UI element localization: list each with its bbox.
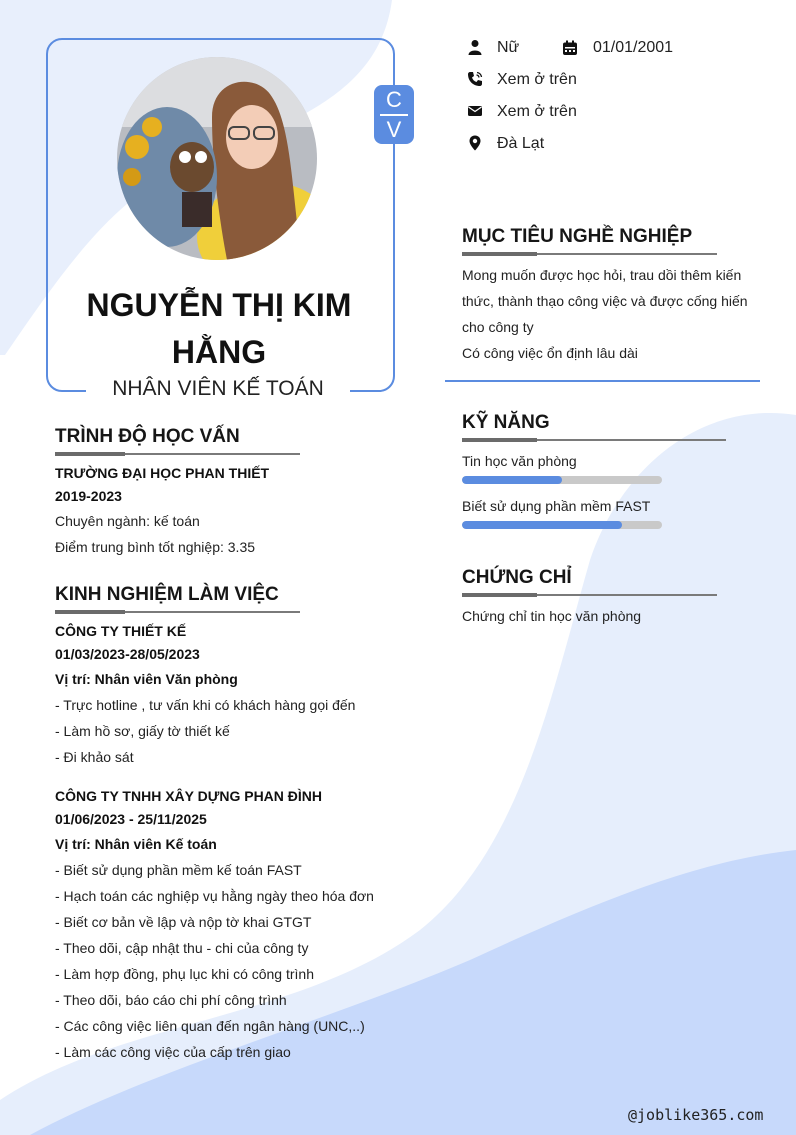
objective-title: MỤC TIÊU NGHỀ NGHIỆP	[462, 226, 693, 247]
cv-badge-v: V	[386, 116, 402, 142]
education-school: TRƯỜNG ĐẠI HỌC PHAN THIẾT	[55, 465, 270, 481]
email-value: Xem ở trên	[497, 103, 577, 120]
skill-bar-2	[462, 521, 662, 529]
skills-title: KỸ NĂNG	[462, 412, 550, 433]
job-1-task-2: - Làm hồ sơ, giấy tờ thiết kế	[55, 723, 230, 739]
skill-bar-1-fill	[462, 476, 562, 484]
skills-underline	[462, 439, 726, 441]
objective-line-4: Có công việc ổn định lâu dài	[462, 345, 638, 361]
phone-value: Xem ở trên	[497, 71, 577, 88]
skill-label-1: Tin học văn phòng	[462, 453, 577, 469]
job-2-task-1: - Biết sử dụng phần mềm kế toán FAST	[55, 862, 302, 878]
objective-underline	[462, 253, 717, 255]
job-1-task-1: - Trực hotline , tư vấn khi có khách hàng gọi đến	[55, 697, 356, 713]
education-major: Chuyên ngành: kế toán	[55, 513, 200, 529]
objective-line-3: cho công ty	[462, 319, 534, 335]
job-1-task-3: - Đi khảo sát	[55, 749, 134, 765]
skill-bar-2-fill	[462, 521, 622, 529]
certificate-item-1: Chứng chỉ tin học văn phòng	[462, 608, 642, 624]
birthday-value: 01/01/2001	[593, 39, 674, 56]
certificates-title: CHỨNG CHỈ	[462, 567, 572, 588]
email-icon	[467, 103, 483, 119]
experience-title: KINH NGHIỆM LÀM VIỆC	[55, 584, 279, 605]
job-1-position: Vị trí: Nhân viên Văn phòng	[55, 671, 238, 687]
certificates-underline	[462, 594, 717, 596]
education-underline	[55, 453, 300, 455]
cv-badge	[374, 85, 414, 144]
job-2-task-7: - Các công việc liên quan đến ngân hàng (UNC,..)	[55, 1018, 365, 1034]
user-icon	[467, 39, 483, 55]
experience-underline	[55, 611, 300, 613]
job-2-task-2: - Hạch toán các nghiệp vụ hằng ngày theo hóa đơn	[55, 888, 374, 904]
education-gpa: Điểm trung bình tốt nghiệp: 3.35	[55, 539, 256, 555]
cv-badge-divider	[380, 114, 408, 116]
job-1-company: CÔNG TY THIẾT KẾ	[55, 623, 187, 639]
gender-value: Nữ	[497, 39, 520, 56]
job-2-company: CÔNG TY TNHH XÂY DỰNG PHAN ĐÌNH	[55, 788, 323, 804]
profile-photo	[117, 57, 317, 260]
location-pin-icon	[467, 135, 483, 151]
objective-line-1: Mong muốn được học hỏi, trau dồi thêm kiến	[462, 267, 742, 283]
job-2-period: 01/06/2023 - 25/11/2025	[55, 811, 207, 827]
job-1-period: 01/03/2023-28/05/2023	[55, 646, 200, 662]
skill-bar-1	[462, 476, 662, 484]
job-2-task-5: - Làm hợp đồng, phụ lục khi có công trình	[55, 966, 314, 982]
job-2-task-8: - Làm các công việc của cấp trên giao	[55, 1044, 291, 1060]
footer-watermark: @joblike365.com	[628, 1106, 764, 1124]
job-2-task-6: - Theo dõi, báo cáo chi phí công trình	[55, 992, 287, 1008]
address-value: Đà Lạt	[497, 135, 545, 152]
right-column-divider	[445, 380, 760, 382]
job-title: NHÂN VIÊN KẾ TOÁN	[112, 377, 324, 400]
cv-badge-c: C	[386, 86, 402, 112]
phone-icon	[467, 71, 483, 87]
skill-label-2: Biết sử dụng phần mềm FAST	[462, 498, 651, 514]
education-period: 2019-2023	[55, 488, 122, 504]
objective-line-2: thức, thành thạo công việc và được cống hiến	[462, 293, 748, 309]
job-2-task-3: - Biết cơ bản về lập và nộp tờ khai GTGT	[55, 914, 312, 930]
full-name: NGUYỄN THỊ KIM HẰNG	[86, 287, 352, 370]
calendar-icon	[562, 40, 578, 56]
education-title: TRÌNH ĐỘ HỌC VẤN	[55, 426, 240, 447]
job-2-task-4: - Theo dõi, cập nhật thu - chi của công ty	[55, 940, 309, 956]
job-2-position: Vị trí: Nhân viên Kế toán	[55, 836, 217, 852]
